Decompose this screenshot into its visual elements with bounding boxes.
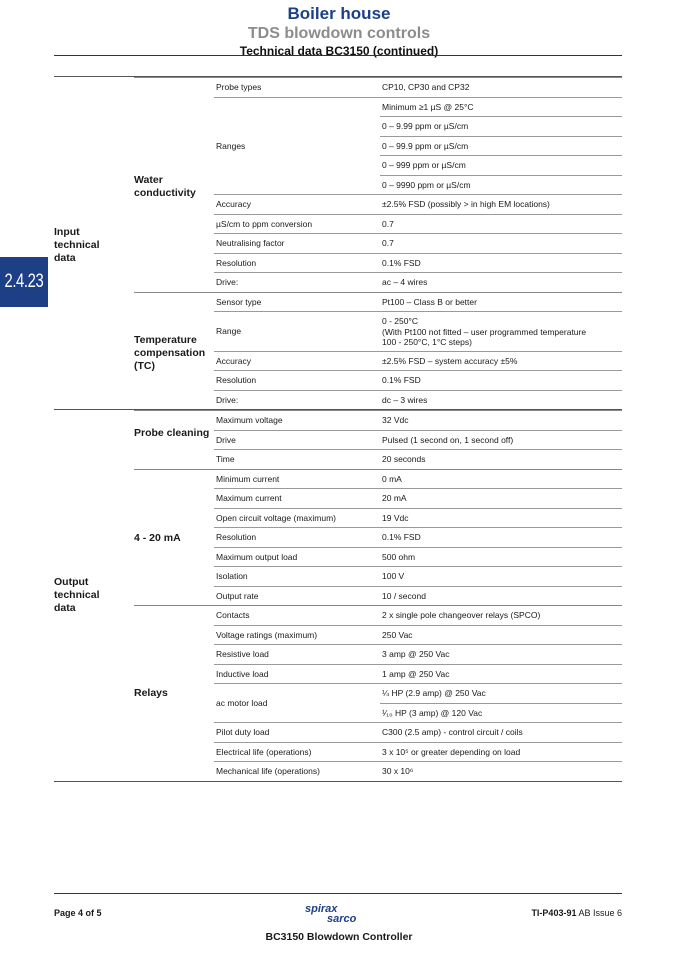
param-value: 0 - 250°C (With Pt100 not fitted – user programmed temperature 100 - 250°C, 1°C steps) (382, 316, 587, 347)
relays-label: Relays (134, 687, 168, 699)
param-value: Minimum ≥1 µS @ 25°C (382, 101, 474, 112)
logo-bottom: sarco (327, 913, 357, 925)
param-value: 0 – 9.99 ppm or µS/cm (380, 116, 622, 136)
param-label: Mechanical life (operations) (216, 766, 320, 777)
param-label: Probe types (216, 82, 262, 93)
param-label: Resolution (216, 257, 257, 268)
page-title: Boiler house (287, 4, 391, 23)
table-row (214, 370, 622, 390)
param-value: 19 Vdc (382, 512, 409, 523)
param-label: ac motor load (216, 698, 268, 708)
param-value: 0.1% FSD (382, 375, 421, 385)
doc-code: TI-P403-91 (531, 908, 577, 918)
table-row (214, 272, 622, 292)
page-subtitle: TDS blowdown controls (247, 25, 431, 42)
param-label: Minimum current (216, 473, 280, 484)
table-row (214, 194, 622, 214)
table-end-divider (54, 781, 622, 782)
param-value: 30 x 10⁶ (382, 766, 414, 776)
table-row (214, 606, 622, 625)
table-row (214, 449, 622, 469)
table-row (214, 311, 622, 351)
page-number: Page 4 of 5 (54, 908, 102, 918)
temperature-compensation-label: Temperature compensation (TC) (134, 333, 206, 372)
table-row (214, 233, 622, 253)
param-label: Electrical life (operations) (216, 746, 312, 757)
param-label: Pilot duty load (216, 727, 270, 738)
relays-group (134, 605, 622, 781)
param-label: Accuracy (216, 355, 251, 366)
section-title: Technical data BC3150 (continued) (239, 44, 439, 58)
table-row (214, 390, 622, 410)
param-value: 0 – 99.9 ppm or µS/cm (380, 136, 622, 156)
param-value: 2 x single pole changeover relays (SPCO) (382, 610, 541, 620)
param-label: Drive (216, 434, 236, 445)
section-tab (0, 257, 48, 307)
table-row (214, 214, 622, 234)
param-label: Maximum current (216, 493, 282, 504)
param-label: Resolution (216, 375, 257, 386)
output-section-label: Output technical data (54, 576, 100, 614)
param-value: 0 mA (382, 473, 402, 484)
param-label: Drive: (216, 277, 239, 288)
table-row (214, 722, 622, 742)
table-row (214, 293, 622, 312)
param-value: ¹⁄₁₀ HP (3 amp) @ 120 Vac (380, 703, 622, 723)
param-label: Accuracy (216, 199, 251, 210)
param-label: Isolation (216, 571, 248, 582)
ma-output-group (134, 469, 622, 606)
table-row (214, 566, 622, 586)
param-value: 0 – 999 ppm or µS/cm (380, 155, 622, 175)
param-label: Maximum voltage (216, 415, 283, 426)
table-row (214, 527, 622, 547)
section-tab-label: 2.4.23 (4, 271, 44, 292)
header-divider (54, 55, 622, 56)
temperature-compensation-group (134, 292, 622, 410)
param-label: Drive: (216, 394, 239, 405)
param-label: Output rate (216, 590, 259, 601)
param-label: Ranges (216, 140, 246, 151)
param-value: 32 Vdc (382, 415, 409, 425)
table-row (214, 547, 622, 567)
output-section (54, 409, 622, 781)
param-label: Voltage ratings (maximum) (216, 629, 318, 640)
footer-divider (54, 893, 622, 894)
param-label: Inductive load (216, 668, 269, 679)
param-value: 250 Vac (382, 629, 413, 640)
technical-data-table (54, 76, 622, 782)
param-label: Resistive load (216, 649, 269, 660)
table-row (214, 508, 622, 528)
table-row (214, 97, 622, 195)
param-value: ±2.5% FSD – system accuracy ±5% (382, 355, 518, 366)
table-row (214, 742, 622, 762)
param-value: 20 seconds (382, 454, 426, 464)
table-row (214, 253, 622, 273)
param-value: 500 ohm (382, 551, 416, 562)
param-value: 10 / second (382, 590, 426, 601)
param-value: ¼ HP (2.9 amp) @ 250 Vac (382, 688, 486, 698)
table-row (214, 664, 622, 684)
probe-cleaning-group (134, 410, 622, 469)
param-label: Neutralising factor (216, 238, 285, 249)
param-value: CP10, CP30 and CP32 (382, 82, 470, 92)
param-value: ±2.5% FSD (possibly > in high EM locations) (382, 199, 550, 209)
param-label: Contacts (216, 610, 250, 621)
param-value: Pt100 – Class B or better (382, 296, 477, 307)
table-row (214, 351, 622, 371)
input-section (54, 76, 622, 409)
param-label: Range (216, 326, 242, 337)
table-row (214, 683, 622, 722)
param-label: Time (216, 454, 235, 465)
param-value: 0.7 (382, 238, 394, 248)
param-value: 3 amp @ 250 Vac (382, 649, 450, 659)
param-label: Resolution (216, 532, 257, 543)
doc-issue: AB Issue 6 (576, 908, 622, 918)
param-value: 0 – 9990 ppm or µS/cm (380, 175, 622, 195)
param-label: Open circuit voltage (maximum) (216, 512, 336, 523)
table-row (214, 488, 622, 508)
page-header (0, 4, 678, 59)
param-value: dc – 3 wires (382, 394, 428, 405)
table-row (214, 411, 622, 430)
water-conductivity-group (134, 77, 622, 292)
ma-output-label: 4 - 20 mA (134, 531, 181, 544)
param-value: 3 x 10⁵ or greater depending on load (382, 746, 521, 757)
input-section-label: Input technical data (54, 226, 100, 264)
water-conductivity-label: Water conductivity (134, 174, 196, 199)
param-value: 0.1% FSD (382, 257, 421, 268)
param-label: Sensor type (216, 296, 262, 307)
spirax-sarco-logo (305, 904, 356, 925)
logo-top: spirax (305, 903, 338, 915)
param-value: Pulsed (1 second on, 1 second off) (382, 434, 514, 445)
document-reference (531, 908, 622, 918)
param-value: 100 V (382, 571, 405, 581)
param-value: ac – 4 wires (382, 277, 428, 287)
param-label: µS/cm to ppm conversion (216, 218, 313, 229)
param-value: 0.1% FSD (382, 532, 421, 542)
table-row (214, 644, 622, 664)
param-value: 1 amp @ 250 Vac (382, 668, 450, 679)
probe-cleaning-label: Probe cleaning (134, 427, 210, 439)
product-name: BC3150 Blowdown Controller (265, 931, 413, 943)
param-value: 0.7 (382, 218, 394, 229)
table-row (214, 430, 622, 450)
param-value: C300 (2.5 amp) - control circuit / coils (382, 727, 523, 737)
param-value: 20 mA (382, 493, 407, 503)
table-row (214, 78, 622, 97)
table-row (214, 761, 622, 781)
table-row (214, 625, 622, 645)
table-row (214, 470, 622, 489)
param-label: Maximum output load (216, 551, 298, 562)
table-row (214, 586, 622, 606)
